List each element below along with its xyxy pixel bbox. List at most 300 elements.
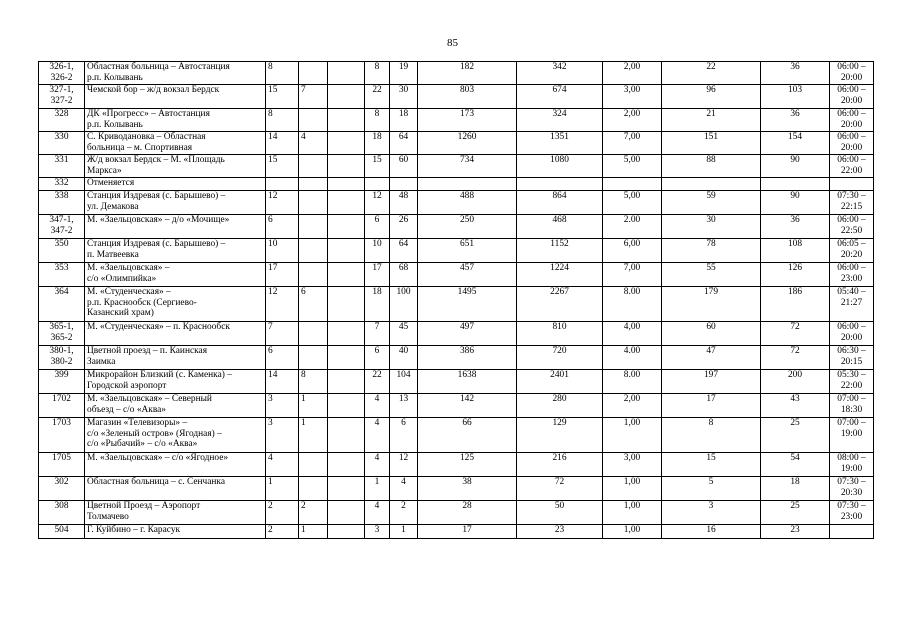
cell-text: 06:00 – 23:00 (837, 263, 866, 284)
cell-col-8 (418, 370, 517, 394)
cell-text: 8 (708, 418, 714, 428)
cell-col-8 (418, 525, 517, 539)
cell-text: Отменяется (87, 178, 135, 188)
cell-col-10 (603, 525, 662, 539)
cell-route-number (39, 155, 85, 178)
cell-route-name (85, 453, 266, 477)
cell-col-10 (603, 155, 662, 178)
cell-col-11 (662, 370, 761, 394)
cell-text: 14 (268, 132, 278, 142)
cell-col-6 (365, 239, 390, 263)
cell-col-8 (418, 287, 517, 322)
cell-text: 06:00 – 20:00 (837, 109, 866, 130)
cell-operating-hours (830, 155, 874, 178)
cell-col-3 (266, 453, 299, 477)
cell-text: 36 (790, 215, 800, 225)
cell-text: 182 (459, 62, 475, 72)
cell-col-8 (418, 62, 517, 85)
cell-route-name (85, 370, 266, 394)
cell-text: 1224 (550, 263, 569, 273)
cell-text: 1703 (52, 418, 71, 428)
cell-text: М. «Заельцовская» – с/о «Ягодное» (87, 453, 229, 463)
cell-operating-hours (830, 346, 874, 370)
cell-text: 15 (268, 85, 278, 95)
cell-col-8 (418, 132, 517, 155)
cell-route-name (85, 287, 266, 322)
cell-text: 326-1, 326-2 (49, 62, 74, 83)
cell-col-4 (299, 418, 328, 453)
cell-col-6 (365, 370, 390, 394)
cell-text: 364 (54, 287, 69, 297)
cell-col-9 (517, 394, 603, 418)
cell-col-10 (603, 346, 662, 370)
cell-col-9 (517, 109, 603, 132)
cell-text: 1 (374, 477, 380, 487)
cell-text: 104 (396, 370, 411, 380)
cell-text: 6 (268, 215, 273, 225)
cell-col-7 (390, 322, 418, 346)
cell-text: 1 (301, 525, 306, 535)
cell-col-4 (299, 178, 328, 191)
cell-text: 05:30 – 22:00 (837, 370, 866, 391)
cell-col-5 (328, 62, 365, 85)
cell-text: 8.00 (623, 370, 641, 380)
cell-col-10 (603, 132, 662, 155)
cell-text: 64 (398, 239, 409, 249)
cell-text: 4,00 (623, 322, 641, 332)
cell-operating-hours (830, 263, 874, 287)
cell-text: 197 (703, 370, 719, 380)
cell-col-5 (328, 346, 365, 370)
cell-col-5 (328, 418, 365, 453)
table-row (39, 132, 874, 155)
table-row (39, 287, 874, 322)
cell-col-11 (662, 501, 761, 525)
cell-col-12 (761, 178, 830, 191)
cell-col-12 (761, 62, 830, 85)
cell-col-5 (328, 477, 365, 501)
table-body (39, 62, 874, 539)
cell-col-4 (299, 453, 328, 477)
cell-text: 17 (706, 394, 716, 404)
table-row (39, 109, 874, 132)
cell-text: 302 (54, 477, 69, 487)
cell-text: 5,00 (623, 155, 641, 165)
cell-text: 21 (706, 109, 716, 119)
cell-col-5 (328, 322, 365, 346)
cell-col-12 (761, 501, 830, 525)
cell-text: 674 (552, 85, 567, 95)
cell-col-11 (662, 191, 761, 215)
cell-text: 328 (54, 109, 69, 119)
cell-col-11 (662, 215, 761, 239)
cell-text: 12 (398, 453, 409, 463)
table-row (39, 85, 874, 109)
cell-col-4 (299, 394, 328, 418)
cell-col-6 (365, 155, 390, 178)
cell-text: 90 (790, 191, 800, 201)
cell-col-10 (603, 370, 662, 394)
cell-operating-hours (830, 322, 874, 346)
cell-text: 06:00 – 20:00 (837, 62, 866, 83)
cell-text: 8.00 (623, 287, 641, 297)
cell-col-11 (662, 239, 761, 263)
cell-text: 6 (301, 287, 306, 297)
cell-route-number (39, 346, 85, 370)
cell-col-10 (603, 239, 662, 263)
cell-text: 6 (374, 346, 380, 356)
cell-route-number (39, 239, 85, 263)
cell-col-12 (761, 287, 830, 322)
cell-col-7 (390, 191, 418, 215)
cell-operating-hours (830, 109, 874, 132)
cell-text: ДК «Прогресс» – Автостанция р.п. Колывань (87, 109, 210, 130)
cell-text: 38 (462, 477, 472, 487)
cell-col-7 (390, 155, 418, 178)
cell-col-11 (662, 109, 761, 132)
cell-text: 22 (372, 370, 382, 380)
cell-text: М. «Заельцовская» – с/о «Олимпийка» (87, 263, 170, 284)
cell-text: 64 (398, 132, 409, 142)
cell-text: Цветной проезд – п. Каинская Заимка (87, 346, 208, 367)
cell-text: 90 (790, 155, 800, 165)
cell-col-12 (761, 109, 830, 132)
table-row (39, 525, 874, 539)
cell-text: 803 (459, 85, 475, 95)
cell-operating-hours (830, 418, 874, 453)
cell-route-name (85, 239, 266, 263)
cell-col-5 (328, 85, 365, 109)
cell-col-5 (328, 239, 365, 263)
cell-route-name (85, 525, 266, 539)
cell-text: 7 (268, 322, 273, 332)
cell-route-number (39, 525, 85, 539)
cell-text: 5,00 (623, 191, 641, 201)
cell-col-12 (761, 191, 830, 215)
cell-text: 06:00 – 22:50 (837, 215, 866, 236)
cell-text: Чемской бор – ж/д вокзал Бердск (87, 85, 220, 95)
cell-col-12 (761, 263, 830, 287)
cell-text: 338 (54, 191, 69, 201)
cell-text: 17 (268, 263, 278, 273)
cell-text: 8 (374, 109, 380, 119)
cell-text: 06:05 – 20:20 (837, 239, 866, 260)
cell-col-7 (390, 418, 418, 453)
cell-col-8 (418, 191, 517, 215)
cell-text: 72 (554, 477, 565, 487)
cell-col-7 (390, 263, 418, 287)
cell-col-12 (761, 525, 830, 539)
cell-col-8 (418, 501, 517, 525)
cell-text: 8 (268, 62, 273, 72)
cell-route-name (85, 178, 266, 191)
cell-col-11 (662, 62, 761, 85)
cell-text: 43 (790, 394, 800, 404)
cell-text: 30 (398, 85, 409, 95)
cell-text: 347-1, 347-2 (49, 215, 74, 236)
cell-text: Г. Куйбино – г. Карасук (87, 525, 181, 535)
cell-text: 22 (372, 85, 382, 95)
cell-col-6 (365, 85, 390, 109)
cell-text: 488 (459, 191, 475, 201)
cell-text: 07:00 – 19:00 (837, 418, 866, 439)
cell-col-3 (266, 85, 299, 109)
cell-col-4 (299, 346, 328, 370)
cell-col-4 (299, 239, 328, 263)
cell-col-9 (517, 62, 603, 85)
cell-col-10 (603, 394, 662, 418)
table-row (39, 215, 874, 239)
cell-col-6 (365, 191, 390, 215)
cell-text: 1,00 (623, 501, 641, 511)
cell-text: 88 (706, 155, 716, 165)
cell-col-10 (603, 477, 662, 501)
cell-text: 45 (398, 322, 409, 332)
cell-col-11 (662, 453, 761, 477)
cell-col-3 (266, 287, 299, 322)
cell-col-4 (299, 370, 328, 394)
cell-text: 96 (706, 85, 716, 95)
cell-col-3 (266, 239, 299, 263)
cell-col-10 (603, 287, 662, 322)
cell-text: 50 (554, 501, 565, 511)
cell-text: 07:00 – 18:30 (837, 394, 866, 415)
table-row (39, 418, 874, 453)
cell-text: 15 (706, 453, 716, 463)
cell-text: 216 (552, 453, 567, 463)
cell-text: 7 (374, 322, 380, 332)
cell-col-9 (517, 215, 603, 239)
cell-col-9 (517, 346, 603, 370)
cell-route-name (85, 109, 266, 132)
cell-text: 40 (398, 346, 409, 356)
cell-text: 151 (703, 132, 719, 142)
cell-text: 1 (401, 525, 406, 535)
cell-text: 7,00 (623, 263, 641, 273)
cell-col-12 (761, 322, 830, 346)
cell-route-number (39, 178, 85, 191)
cell-text: 504 (54, 525, 69, 535)
cell-col-3 (266, 263, 299, 287)
cell-text: 4 (374, 394, 380, 404)
cell-text: 100 (396, 287, 411, 297)
table-row (39, 501, 874, 525)
cell-text: 26 (398, 215, 409, 225)
table-row (39, 263, 874, 287)
cell-text: 18 (790, 477, 800, 487)
cell-col-12 (761, 453, 830, 477)
cell-text: 25 (790, 501, 800, 511)
cell-text: 365-1, 365-2 (49, 322, 74, 343)
cell-text: 19 (398, 62, 409, 72)
cell-route-number (39, 370, 85, 394)
cell-operating-hours (830, 453, 874, 477)
cell-text: 353 (54, 263, 69, 273)
cell-col-3 (266, 62, 299, 85)
cell-text: 399 (54, 370, 69, 380)
cell-col-7 (390, 215, 418, 239)
cell-text: 308 (54, 501, 69, 511)
cell-col-12 (761, 239, 830, 263)
cell-text: 4 (374, 453, 380, 463)
cell-route-number (39, 287, 85, 322)
cell-text: 59 (706, 191, 716, 201)
cell-text: 72 (790, 346, 800, 356)
cell-col-11 (662, 418, 761, 453)
cell-text: М. «Студенческая» – р.п. Краснообск (Сергиево- Казанский храм) (87, 287, 197, 319)
cell-col-4 (299, 263, 328, 287)
cell-col-8 (418, 85, 517, 109)
cell-text: 2401 (550, 370, 569, 380)
cell-col-3 (266, 155, 299, 178)
cell-route-number (39, 501, 85, 525)
table-row (39, 394, 874, 418)
cell-col-8 (418, 477, 517, 501)
cell-col-12 (761, 132, 830, 155)
cell-col-11 (662, 346, 761, 370)
cell-col-11 (662, 178, 761, 191)
cell-text: 06:00 – 20:00 (837, 85, 866, 106)
cell-text: 142 (459, 394, 475, 404)
cell-col-6 (365, 322, 390, 346)
cell-col-12 (761, 477, 830, 501)
cell-col-10 (603, 263, 662, 287)
cell-col-11 (662, 85, 761, 109)
cell-text: 6 (268, 346, 273, 356)
cell-text: 1,00 (623, 477, 641, 487)
cell-text: 3 (268, 418, 273, 428)
cell-text: 468 (552, 215, 567, 225)
cell-col-5 (328, 155, 365, 178)
cell-col-7 (390, 370, 418, 394)
cell-text: 4.00 (623, 346, 641, 356)
cell-text: 06:00 – 20:00 (837, 132, 866, 153)
cell-col-5 (328, 287, 365, 322)
cell-text: 10 (372, 239, 382, 249)
cell-route-name (85, 418, 266, 453)
cell-text: 154 (787, 132, 803, 142)
cell-route-name (85, 501, 266, 525)
cell-operating-hours (830, 501, 874, 525)
cell-operating-hours (830, 85, 874, 109)
cell-text: 2 (301, 501, 306, 511)
cell-col-10 (603, 215, 662, 239)
routes-table (38, 61, 874, 539)
cell-operating-hours (830, 132, 874, 155)
cell-col-6 (365, 394, 390, 418)
cell-text: 8 (374, 62, 380, 72)
cell-text: 07:30 – 20:30 (837, 477, 866, 498)
cell-text: 1351 (550, 132, 569, 142)
cell-text: 12 (372, 191, 382, 201)
cell-col-4 (299, 109, 328, 132)
cell-text: 2 (268, 525, 273, 535)
cell-col-6 (365, 525, 390, 539)
table-row (39, 370, 874, 394)
cell-text: 4 (374, 501, 380, 511)
cell-text: 05:40 – 21:27 (837, 287, 866, 308)
cell-col-8 (418, 418, 517, 453)
cell-operating-hours (830, 178, 874, 191)
cell-col-8 (418, 322, 517, 346)
cell-text: 457 (459, 263, 475, 273)
cell-text: 1702 (52, 394, 71, 404)
cell-text: 06:00 – 22:00 (837, 155, 866, 176)
cell-col-9 (517, 263, 603, 287)
cell-col-7 (390, 287, 418, 322)
cell-col-8 (418, 215, 517, 239)
cell-text: Микрорайон Близкий (с. Каменка) – Городской аэропорт (87, 370, 232, 391)
table-row (39, 477, 874, 501)
table-row (39, 346, 874, 370)
cell-col-8 (418, 453, 517, 477)
cell-col-5 (328, 453, 365, 477)
cell-text: 720 (552, 346, 567, 356)
cell-text: М. «Заельцовская» – д/о «Мочище» (87, 215, 230, 225)
cell-text: 48 (398, 191, 409, 201)
cell-col-4 (299, 191, 328, 215)
cell-text: 330 (54, 132, 69, 142)
cell-text: 4 (401, 477, 406, 487)
cell-col-9 (517, 239, 603, 263)
cell-col-4 (299, 287, 328, 322)
cell-col-3 (266, 370, 299, 394)
table-row (39, 453, 874, 477)
cell-text: 2,00 (623, 394, 641, 404)
cell-col-7 (390, 501, 418, 525)
cell-text: 47 (706, 346, 716, 356)
cell-text: 2,00 (623, 62, 641, 72)
cell-col-10 (603, 109, 662, 132)
cell-text: Цветной Проезд – Аэропорт Толмачево (87, 501, 201, 522)
cell-text: 327-1, 327-2 (49, 85, 74, 106)
cell-route-name (85, 215, 266, 239)
cell-col-7 (390, 477, 418, 501)
cell-col-9 (517, 453, 603, 477)
cell-col-9 (517, 85, 603, 109)
page-number: 85 (447, 37, 458, 49)
cell-text: 324 (552, 109, 567, 119)
cell-text: М. «Студенческая» – п. Краснообск (87, 322, 230, 332)
cell-text: 4 (301, 132, 306, 142)
cell-col-5 (328, 394, 365, 418)
cell-text: 126 (787, 263, 803, 273)
cell-text: 280 (552, 394, 567, 404)
cell-route-number (39, 132, 85, 155)
cell-col-7 (390, 132, 418, 155)
cell-col-11 (662, 394, 761, 418)
cell-operating-hours (830, 62, 874, 85)
cell-text: 7 (301, 85, 306, 95)
cell-col-4 (299, 132, 328, 155)
cell-col-11 (662, 263, 761, 287)
cell-col-6 (365, 62, 390, 85)
cell-col-12 (761, 418, 830, 453)
cell-text: 55 (706, 263, 716, 273)
cell-route-number (39, 453, 85, 477)
cell-text: 6 (374, 215, 380, 225)
cell-col-3 (266, 525, 299, 539)
cell-col-4 (299, 525, 328, 539)
cell-text: 186 (787, 287, 803, 297)
cell-col-8 (418, 155, 517, 178)
cell-operating-hours (830, 215, 874, 239)
cell-col-4 (299, 85, 328, 109)
cell-text: 342 (552, 62, 567, 72)
cell-text: 497 (459, 322, 475, 332)
cell-col-5 (328, 191, 365, 215)
cell-col-6 (365, 287, 390, 322)
